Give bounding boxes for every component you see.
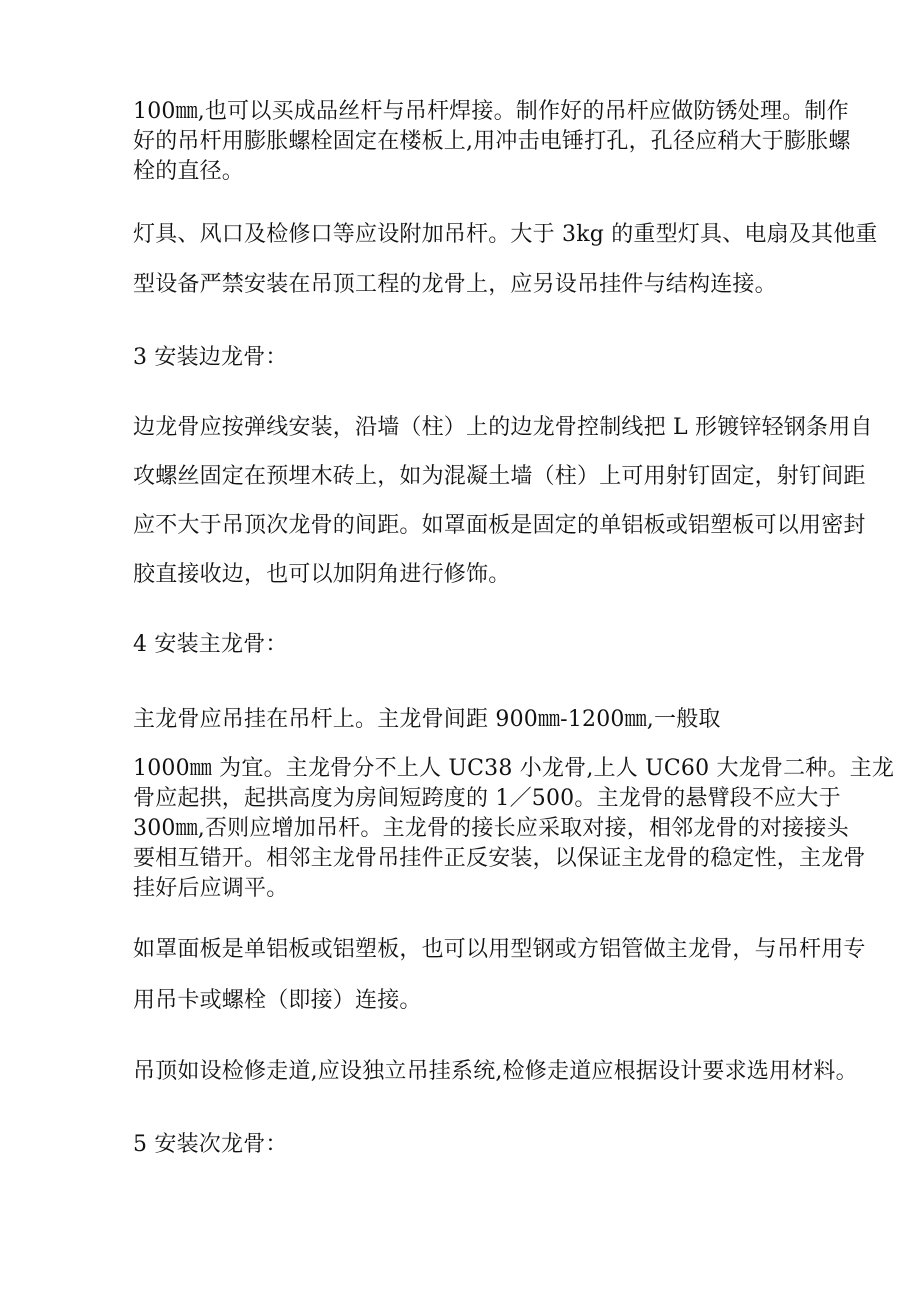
section-heading-4: 4 安装主龙骨： <box>133 632 288 657</box>
text-line: 型设备严禁安装在吊顶工程的龙骨上，应另设吊挂件与结构连接。 <box>133 272 777 297</box>
text-line: 100㎜,也可以买成品丝杆与吊杆焊接。制作好的吊杆应做防锈处理。制作 <box>133 99 849 124</box>
section-heading-3: 3 安装边龙骨： <box>133 345 288 370</box>
text-line: 栓的直径。 <box>133 159 245 184</box>
text-line: 边龙骨应按弹线安装，沿墙（柱）上的边龙骨控制线把 L 形镀锌轻钢条用自 <box>133 415 873 440</box>
text-line: 吊顶如设检修走道,应设独立吊挂系统,检修走道应根据设计要求选用材料。 <box>133 1059 858 1084</box>
text-line: 攻螺丝固定在预埋木砖上，如为混凝土墙（柱）上可用射钉固定，射钉间距 <box>133 464 866 489</box>
section-heading-5: 5 安装次龙骨： <box>133 1132 288 1157</box>
text-line: 如罩面板是单铝板或铝塑板，也可以用型钢或方铝管做主龙骨，与吊杆用专 <box>133 937 866 962</box>
text-line: 胶直接收边，也可以加阴角进行修饰。 <box>133 562 511 587</box>
text-line: 骨应起拱，起拱高度为房间短跨度的 1／500。主龙骨的悬臂段不应大于 <box>133 786 841 811</box>
text-line: 1000㎜ 为宜。主龙骨分不上人 UC38 小龙骨,上人 UC60 大龙骨二种。主龙 <box>133 756 895 781</box>
text-line: 好的吊杆用膨胀螺栓固定在楼板上,用冲击电锤打孔，孔径应稍大于膨胀螺 <box>133 129 851 154</box>
text-line: 用吊卡或螺栓（即接）连接。 <box>133 988 422 1013</box>
text-line: 灯具、风口及检修口等应设附加吊杆。大于 3kg 的重型灯具、电扇及其他重 <box>133 222 878 247</box>
text-line: 主龙骨应吊挂在吊杆上。主龙骨间距 900㎜-1200㎜,一般取 <box>133 707 721 732</box>
text-line: 挂好后应调平。 <box>133 876 289 901</box>
text-line: 要相互错开。相邻主龙骨吊挂件正反安装，以保证主龙骨的稳定性，主龙骨 <box>133 846 866 871</box>
text-line: 300㎜,否则应增加吊杆。主龙骨的接长应采取对接，相邻龙骨的对接接头 <box>133 816 849 841</box>
text-line: 应不大于吊顶次龙骨的间距。如罩面板是固定的单铝板或铝塑板可以用密封 <box>133 513 866 538</box>
